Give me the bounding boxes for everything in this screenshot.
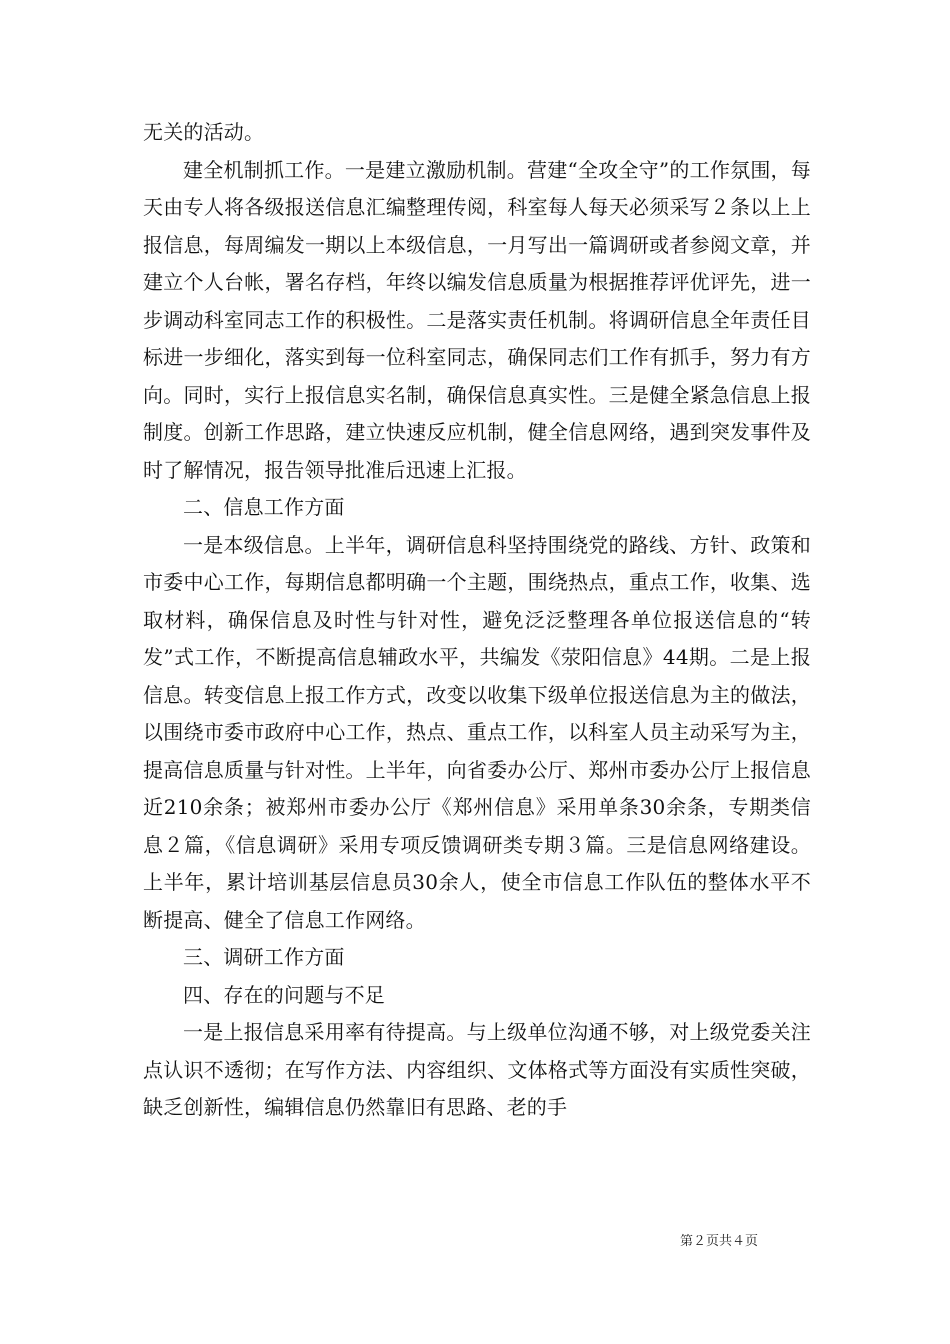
paragraph-continuation: 无关的活动。	[143, 120, 265, 144]
section-heading-problems: 四、存在的问题与不足	[183, 982, 385, 1007]
document-body	[143, 114, 811, 1127]
section-heading-research: 三、调研工作方面	[183, 945, 345, 969]
page-number-footer: 第２页共４页	[680, 1234, 759, 1249]
paragraph-mechanism: 建全机制抓工作。一是建立激励机制。营建“全攻全守”的工作氛围，每天由专人将各级报送信息汇编整理传阅，科室每人每天必须采写２条以上上报信息，每周编发一期以上本级信息，一月写出一篇调研或者参阅文章，并建立个人台帐，署名存档，年终以编发信息质量为根据推荐评优评先，进一步调动科室同志工作的积极性。二是落实责任机制。将调研信息全年责任目标进一步细化，落实到每一位科室同志，确保同志们工作有抓手，努力有方向。同时，实行上报信息实名制，确保信息真实性。三是健全紧急信息上报制度。创新工作思路，建立快速反应机制，健全信息网络，遇到突发事件及时了解情况，报告领导批准后迅速上汇报。	[143, 157, 811, 482]
paragraph-information-work: 一是本级信息。上半年，调研信息科坚持围绕党的路线、方针、政策和市委中心工作，每期信息都明确一个主题，围绕热点，重点工作，收集、选取材料，确保信息及时性与针对性，避免泛泛整理各单位报送信息的“转发”式工作，不断提高信息辅政水平，共编发《荥阳信息》44期。二是上报信息。转变信息上报工作方式，改变以收集下级单位报送信息为主的做法，以围绕市委市政府中心工作，热点、重点工作，以科室人员主动采写为主，提高信息质量与针对性。上半年，向省委办公厅、郑州市委办公厅上报信息近210余条；被郑州市委办公厅《郑州信息》采用单条30余条，专期类信息２篇，《信息调研》采用专项反馈调研类专期３篇。三是信息网络建设。上半年，累计培训基层信息员30余人，使全市信息工作队伍的整体水平不断提高、健全了信息工作网络。	[143, 532, 811, 932]
section-heading-information: 二、信息工作方面	[183, 495, 345, 519]
paragraph-problems: 一是上报信息采用率有待提高。与上级单位沟通不够，对上级党委关注点认识不透彻；在写作方法、内容组织、文体格式等方面没有实质性突破，缺乏创新性，编辑信息仍然靠旧有思路、老的手	[143, 1020, 811, 1119]
